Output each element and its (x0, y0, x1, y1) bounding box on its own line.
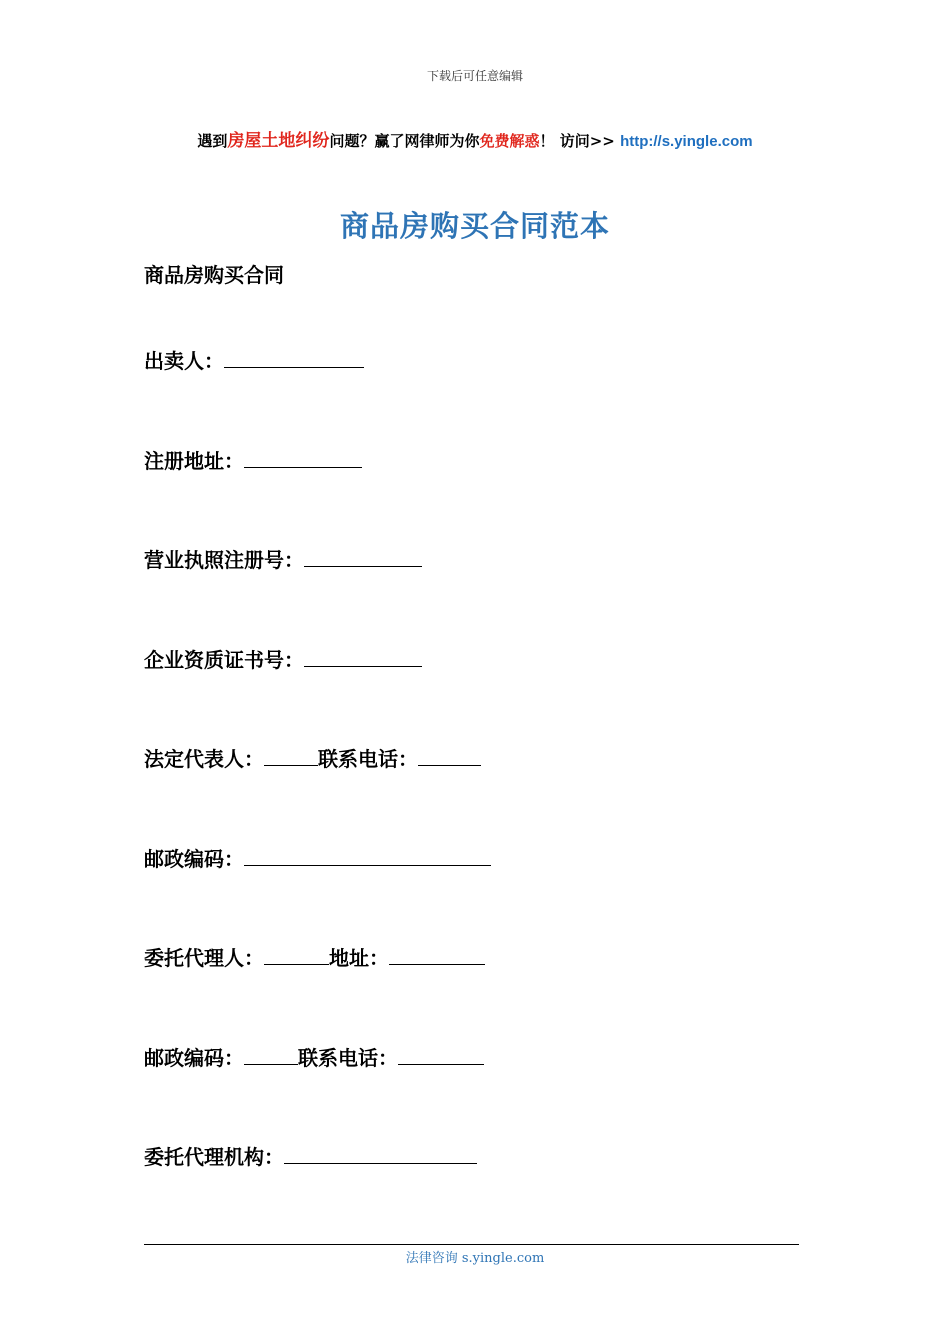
agent-field (144, 942, 485, 971)
agent-phone-label: 联系电话： (298, 1046, 398, 1070)
promo-text-2: 问题？赢了网律师为你 (329, 132, 480, 150)
promo-text-3: ！ 访问>> (539, 132, 621, 150)
footer-text[interactable]: 法律咨询 s.yingle.com (405, 1251, 545, 1266)
license-blank[interactable] (304, 546, 422, 567)
promo-text-1: 遇到 (197, 132, 228, 150)
agency-label: 委托代理机构： (144, 1145, 284, 1169)
seller-field (144, 345, 364, 374)
document-title: 商品房购买合同范本 (339, 209, 610, 243)
seller-blank[interactable] (224, 347, 364, 368)
promo-banner (0, 126, 950, 151)
agent-address-blank[interactable] (389, 944, 485, 965)
legal-rep-blank[interactable] (264, 745, 318, 766)
license-field (144, 544, 422, 573)
legal-rep-phone-blank[interactable] (418, 745, 481, 766)
agency-blank[interactable] (284, 1143, 477, 1164)
address-blank[interactable] (244, 447, 362, 468)
agent-postcode-label: 邮政编码： (144, 1046, 244, 1070)
license-label: 营业执照注册号： (144, 548, 304, 572)
qualification-field (144, 644, 422, 673)
promo-highlight-dispute: 房屋土地纠纷 (227, 131, 330, 151)
agent-label: 委托代理人： (144, 946, 264, 970)
postcode-field (144, 843, 491, 872)
agency-field (144, 1141, 477, 1170)
agent-phone-blank[interactable] (398, 1044, 484, 1065)
seller-label: 出卖人： (144, 349, 224, 373)
legal-rep-phone-label: 联系电话： (318, 747, 418, 771)
qualification-blank[interactable] (304, 646, 422, 667)
agent-address-label: 地址： (329, 946, 389, 970)
postcode-blank[interactable] (244, 845, 491, 866)
postcode-label: 邮政编码： (144, 847, 244, 871)
promo-link[interactable]: http://s.yingle.com (620, 133, 753, 150)
footer-divider (144, 1244, 799, 1245)
document-subtitle: 商品房购买合同 (144, 263, 284, 287)
address-label: 注册地址： (144, 449, 244, 473)
agent-postcode-blank[interactable] (244, 1044, 298, 1065)
header-note: 下载后可任意编辑 (426, 69, 523, 83)
promo-highlight-free: 免费解惑 (479, 132, 540, 150)
qualification-label: 企业资质证书号： (144, 648, 304, 672)
agent-blank[interactable] (264, 944, 329, 965)
legal-rep-field (144, 743, 481, 772)
agent-postcode-field (144, 1042, 484, 1071)
address-field (144, 445, 362, 474)
legal-rep-label: 法定代表人： (144, 747, 264, 771)
